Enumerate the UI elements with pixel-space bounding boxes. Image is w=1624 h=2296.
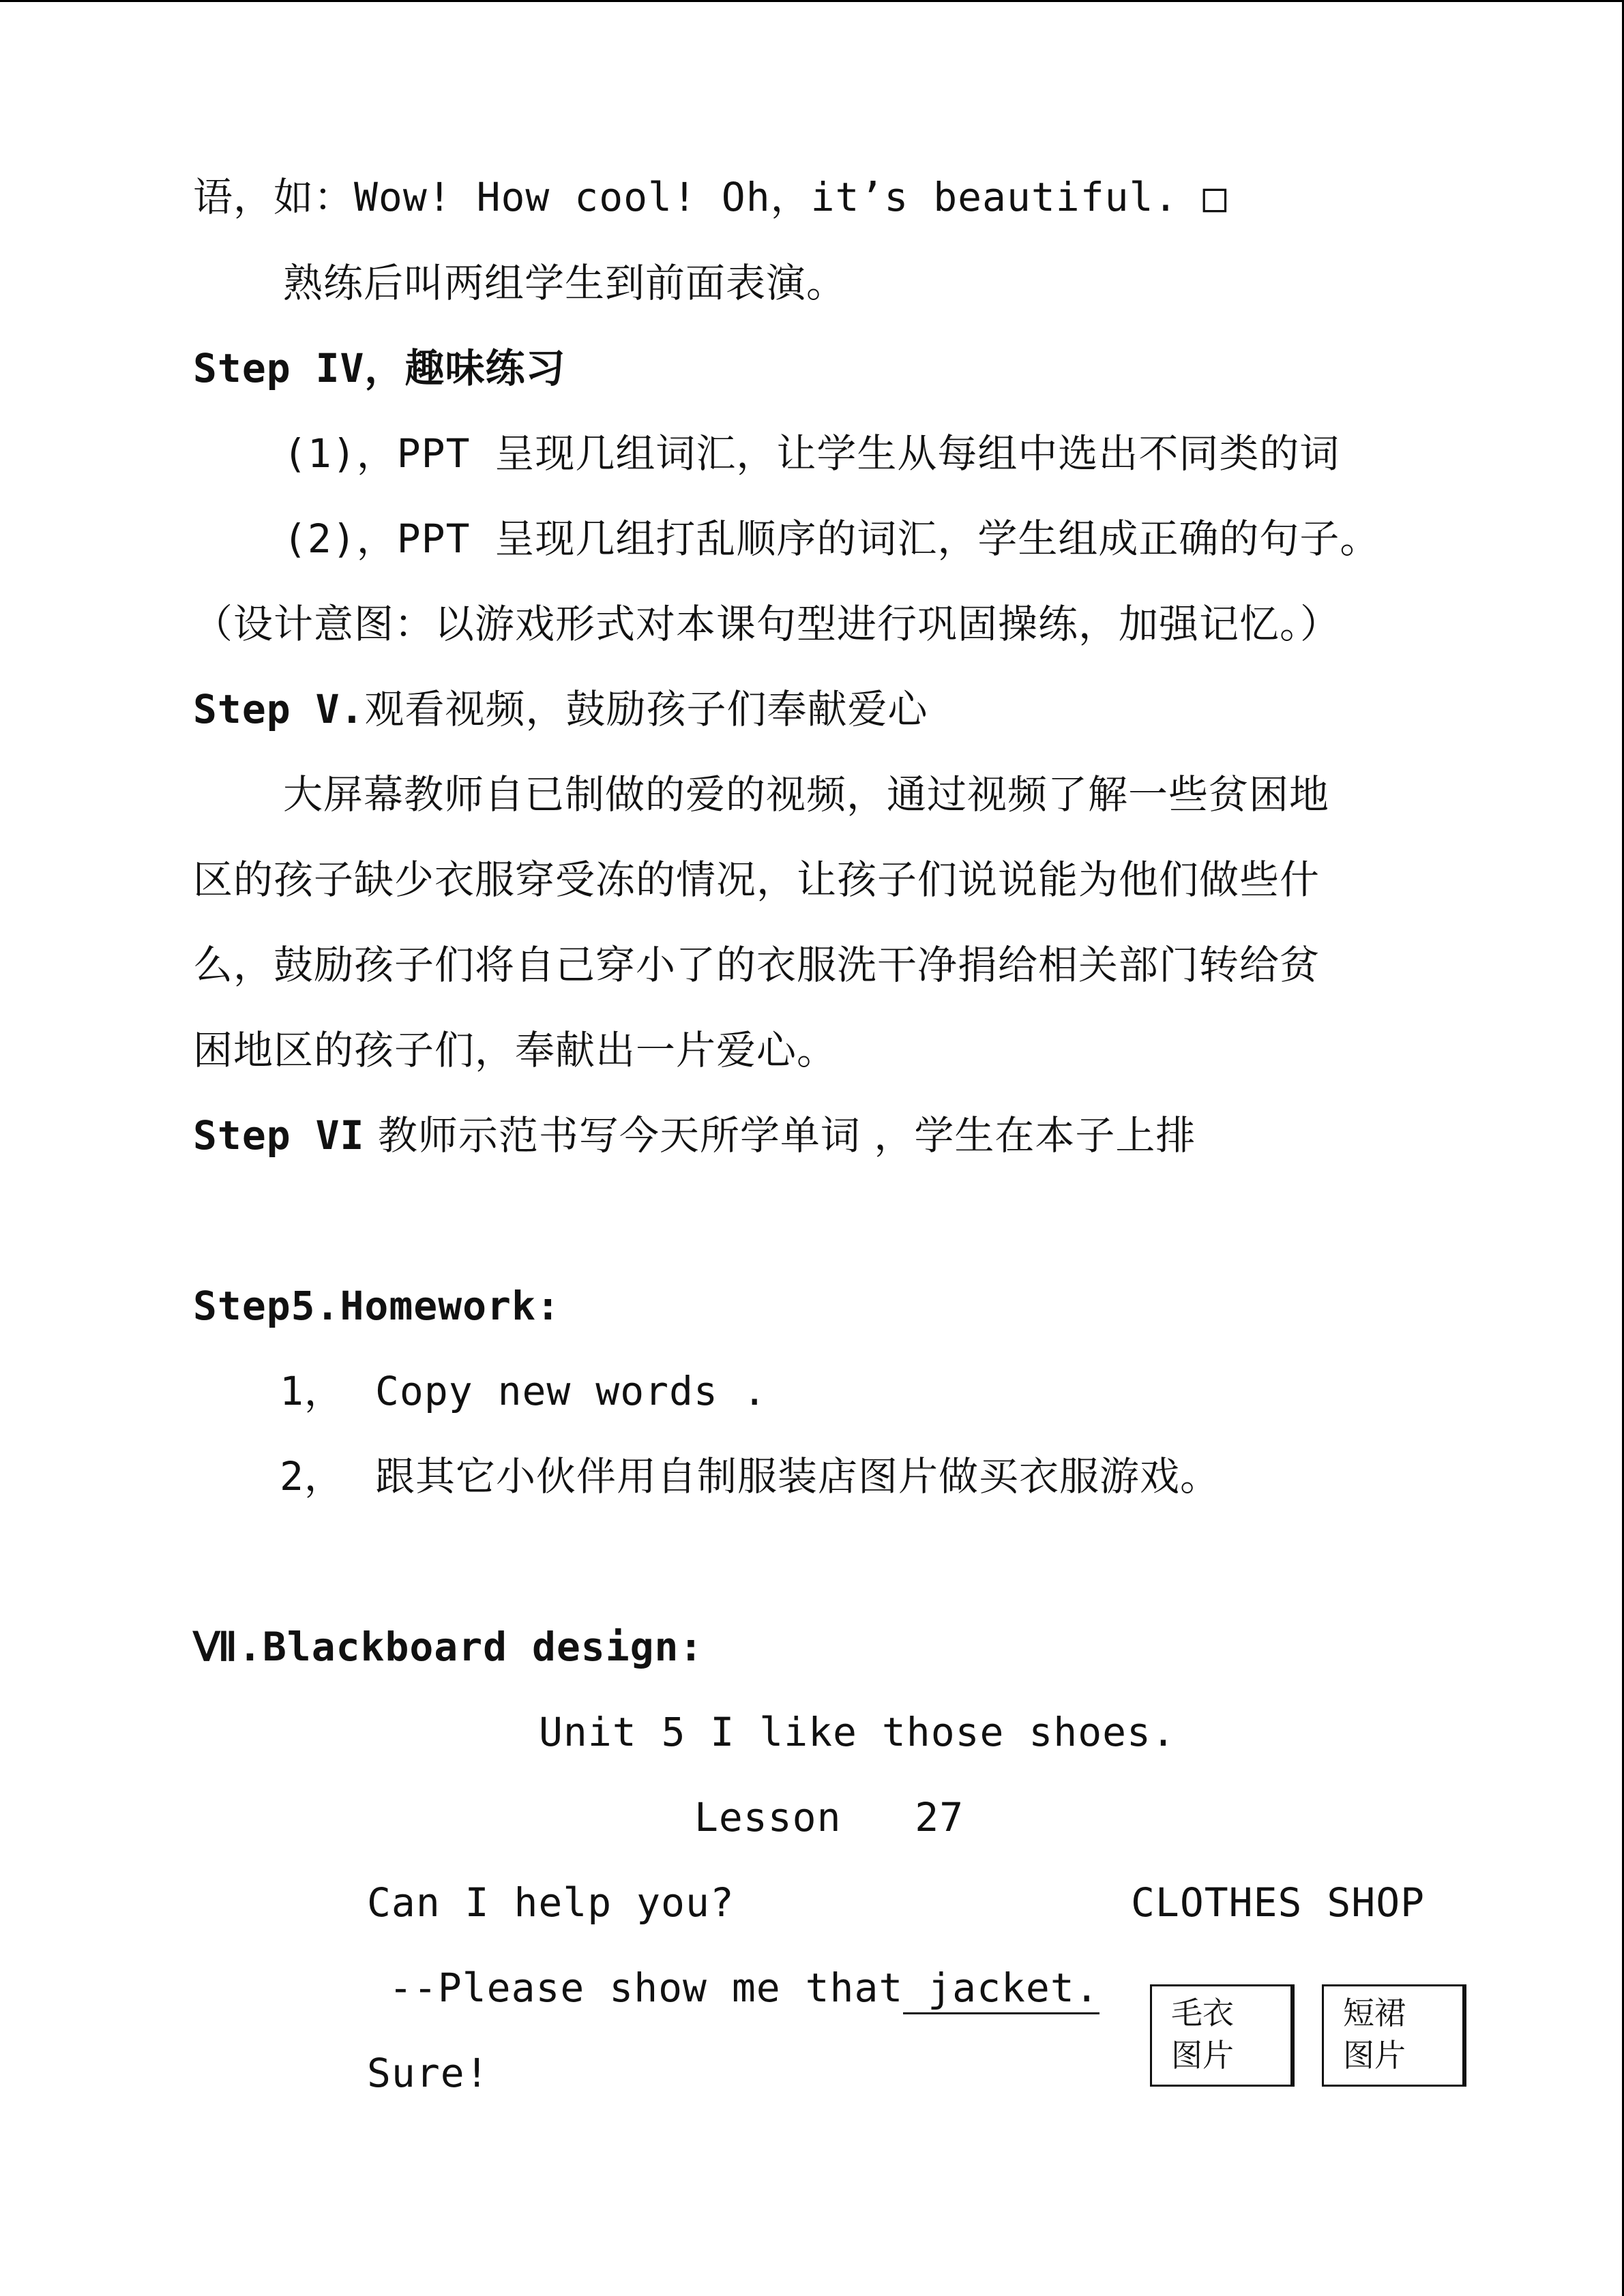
answer-prefix: --Please show me that bbox=[389, 1965, 904, 2011]
sweater-box-line-1: 毛衣 bbox=[1171, 1995, 1234, 2031]
step-vi-text: 教师示范书写今天所学单词 ，学生在本子上排 bbox=[377, 1112, 1196, 1159]
paragraph-line-1: 大屏幕教师自已制做的爱的视频，通过视频了解一些贫困地 bbox=[283, 771, 1330, 818]
answer-word: jacket. bbox=[903, 1965, 1099, 2014]
text-line-1: 语，如：Wow! How cool! Oh，it’s beautiful. □ bbox=[193, 174, 1228, 220]
homework-item-2-text: 跟其它小伙伴用自制服装店图片做买衣服游戏。 bbox=[375, 1453, 1221, 1500]
skirt-box-line-1: 短裙 bbox=[1343, 1995, 1406, 2031]
skirt-picture-box bbox=[1322, 1984, 1466, 2087]
homework-item-1-text: Copy new words . bbox=[375, 1368, 767, 1414]
step-vi-prefix: Step VI bbox=[193, 1112, 365, 1159]
blackboard-heading: Ⅶ.Blackboard design: bbox=[193, 1624, 704, 1670]
text-line-2: 熟练后叫两组学生到前面表演。 bbox=[283, 260, 847, 306]
homework-heading: Step5.Homework: bbox=[193, 1283, 561, 1329]
step-vi-line bbox=[193, 1112, 1196, 1159]
paragraph-line-3: 么，鼓励孩子们将自己穿小了的衣服洗干净捐给相关部门转给贫 bbox=[193, 942, 1320, 988]
lesson-number: Lesson 27 bbox=[694, 1794, 964, 1840]
sweater-box-line-2: 图片 bbox=[1171, 2037, 1234, 2074]
shop-label: CLOTHES SHOP bbox=[1131, 1879, 1426, 1926]
step-v-prefix: Step V. bbox=[193, 686, 365, 732]
question-line: Can I help you? bbox=[367, 1879, 735, 1926]
sure-line: Sure! bbox=[367, 2050, 490, 2096]
exercise-1: (1)，PPT 呈现几组词汇，让学生从每组中选出不同类的词 bbox=[283, 430, 1340, 477]
exercise-2: (2)，PPT 呈现几组打乱顺序的词汇，学生组成正确的句子。 bbox=[283, 516, 1381, 562]
step-iv-heading bbox=[193, 344, 565, 392]
paragraph-line-4: 困地区的孩子们，奉献出一片爱心。 bbox=[193, 1027, 838, 1073]
unit-title: Unit 5 I like those shoes. bbox=[539, 1709, 1176, 1755]
page-top-border bbox=[0, 0, 1624, 2]
sweater-picture-box bbox=[1150, 1984, 1295, 2087]
step-iv-prefix: Step IV， bbox=[193, 345, 405, 391]
skirt-box-line-2: 图片 bbox=[1343, 2037, 1406, 2074]
homework-item-2-num: 2， bbox=[280, 1453, 344, 1500]
answer-line bbox=[389, 1964, 1099, 2012]
design-intent: （设计意图：以游戏形式对本课句型进行巩固操练，加强记忆。） bbox=[193, 601, 1341, 647]
step-v-heading bbox=[193, 685, 928, 733]
paragraph-line-2: 区的孩子缺少衣服穿受冻的情况，让孩子们说说能为他们做些什 bbox=[193, 856, 1320, 903]
step-iv-title: 趣味练习 bbox=[404, 345, 566, 391]
step-v-title: 观看视频，鼓励孩子们奉献爱心 bbox=[364, 686, 928, 732]
homework-item-1-num: 1， bbox=[280, 1368, 344, 1414]
